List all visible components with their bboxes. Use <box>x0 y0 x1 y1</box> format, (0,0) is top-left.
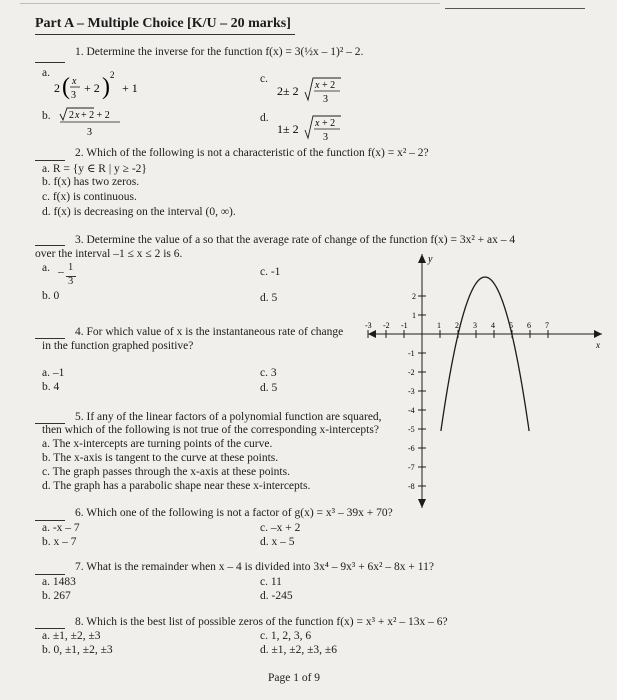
top-edge-line <box>20 3 440 4</box>
x-tick-label: -1 <box>401 321 408 330</box>
q3-answer-blank[interactable] <box>35 245 65 246</box>
svg-text:2: 2 <box>54 81 60 95</box>
svg-text:1± 2: 1± 2 <box>277 122 299 136</box>
q3-option-a-numerator: 1 <box>68 262 74 273</box>
q5-option-d: d. The graph has a parabolic shape near these x-intercepts. <box>42 480 311 492</box>
q8-option-c: c. 1, 2, 3, 6 <box>260 630 312 642</box>
q8-option-b: b. 0, ±1, ±2, ±3 <box>42 644 113 656</box>
q5-option-b: b. The x-axis is tangent to the curve at these points. <box>42 452 279 464</box>
q1-option-c-math <box>275 74 355 115</box>
q5-option-c: c. The graph passes through the x-axis at these points. <box>42 466 290 478</box>
svg-text:3: 3 <box>323 132 328 143</box>
svg-text:3: 3 <box>87 127 92 138</box>
svg-text:x: x <box>75 110 80 121</box>
q6-option-c: c. –x + 2 <box>260 522 301 534</box>
q3-option-b: b. 0 <box>42 290 60 302</box>
y-tick-label: -6 <box>408 444 415 453</box>
q5-stem-line2: then which of the following is not true of the corresponding x-intercepts? <box>42 424 379 436</box>
q7-option-c: c. 11 <box>260 576 282 588</box>
q1-answer-blank[interactable] <box>35 62 65 63</box>
x-tick-label: 3 <box>473 321 477 330</box>
q7-option-a: a. 1483 <box>42 576 76 588</box>
q2-option-d: d. f(x) is decreasing on the interval (0, ∞). <box>42 206 236 218</box>
x-axis-arrow-left <box>368 330 376 338</box>
title-underline <box>35 34 295 35</box>
y-axis-arrow-down <box>418 499 426 508</box>
parabola-graph <box>330 250 610 512</box>
page-number: Page 1 of 9 <box>268 672 321 684</box>
svg-text:2: 2 <box>110 70 115 80</box>
q3-option-c: c. -1 <box>260 266 281 278</box>
y-tick-label: -8 <box>408 482 415 491</box>
q1-option-c-label: c. <box>260 73 268 85</box>
q6-option-b: b. x – 7 <box>42 536 77 548</box>
q7-option-b: b. 267 <box>42 590 71 602</box>
q4-option-b: b. 4 <box>42 381 60 393</box>
q5-stem: 5. If any of the linear factors of a polynomial function are squared, <box>75 411 382 423</box>
q4-option-d: d. 5 <box>260 382 278 394</box>
x-tick-label: 6 <box>527 321 531 330</box>
svg-text:+ 1: + 1 <box>122 81 138 95</box>
svg-text:+ 2 + 2: + 2 + 2 <box>81 110 110 121</box>
svg-text:+ 2: + 2 <box>84 81 100 95</box>
y-tick-label: 1 <box>412 311 416 320</box>
q4-stem: 4. For which value of x is the instantaneous rate of change <box>75 326 344 338</box>
q7-answer-blank[interactable] <box>35 574 65 575</box>
x-tick-label: 5 <box>509 321 513 330</box>
section-title: Part A – Multiple Choice [K/U – 20 marks] <box>35 16 291 31</box>
q4-option-a: a. –1 <box>42 367 65 379</box>
q8-stem: 8. Which is the best list of possible zeros of the function f(x) = x³ + x² – 13x – 6? <box>75 616 448 628</box>
q1-option-b-math <box>58 106 138 145</box>
y-tick-label: -7 <box>408 463 415 472</box>
q3-option-d: d. 5 <box>260 292 278 304</box>
q1-option-d-label: d. <box>260 112 269 124</box>
y-axis-label: y <box>428 254 433 265</box>
q4-option-c: c. 3 <box>260 367 277 379</box>
q3-option-a-denominator: 3 <box>68 276 74 287</box>
q8-option-d: d. ±1, ±2, ±3, ±6 <box>260 644 337 656</box>
q7-option-d: d. -245 <box>260 590 293 602</box>
q3-option-a-label: a. <box>42 262 50 274</box>
x-tick-label: 7 <box>545 321 549 330</box>
q8-option-a: a. ±1, ±2, ±3 <box>42 630 101 642</box>
q1-option-b-label: b. <box>42 110 51 122</box>
q6-answer-blank[interactable] <box>35 520 65 521</box>
top-right-rule <box>445 8 585 9</box>
q2-option-c: c. f(x) is continuous. <box>42 191 137 203</box>
q5-option-a: a. The x-intercepts are turning points of the curve. <box>42 438 273 450</box>
svg-text:+ 2: + 2 <box>322 118 336 129</box>
x-tick-label: -2 <box>383 321 390 330</box>
y-axis-arrow-up <box>418 254 426 263</box>
q4-answer-blank[interactable] <box>35 338 65 339</box>
x-tick-label: -3 <box>365 321 372 330</box>
svg-text:3: 3 <box>323 94 328 105</box>
q6-option-d: d. x – 5 <box>260 536 295 548</box>
q3-stem-line2: over the interval –1 ≤ x ≤ 2 is 6. <box>35 248 183 260</box>
q7-stem: 7. What is the remainder when x – 4 is divided into 3x⁴ – 9x³ + 6x² – 8x + 11? <box>75 561 434 573</box>
y-tick-label: -4 <box>408 406 415 415</box>
q1-stem: 1. Determine the inverse for the function f(x) = 3(½x – 1)² – 2. <box>75 46 364 58</box>
y-tick-label: -2 <box>408 368 415 377</box>
x-tick-label: 1 <box>437 321 441 330</box>
svg-text:2± 2: 2± 2 <box>277 84 299 98</box>
y-tick-label: 2 <box>412 292 416 301</box>
q1-option-a-label: a. <box>42 67 50 79</box>
y-tick-label: -3 <box>408 387 415 396</box>
svg-text:x: x <box>315 118 320 129</box>
x-tick-label: 2 <box>455 321 459 330</box>
q1-option-a-expression <box>52 70 162 108</box>
q8-answer-blank[interactable] <box>35 628 65 629</box>
q3-stem: 3. Determine the value of a so that the average rate of change of the function f(x) = 3x² + ax – 4 <box>75 234 516 246</box>
svg-text:): ) <box>102 74 110 100</box>
q6-option-a: a. -x – 7 <box>42 522 80 534</box>
q2-option-b: b. f(x) has two zeros. <box>42 176 140 188</box>
svg-text:x: x <box>315 80 320 91</box>
x-tick-label: 4 <box>491 321 495 330</box>
q4-stem-line2: in the function graphed positive? <box>42 340 194 352</box>
y-tick-label: -1 <box>408 349 415 358</box>
svg-text:2: 2 <box>69 110 74 121</box>
q3-option-a-sign: – <box>58 266 64 278</box>
q1-option-d-expression <box>275 112 355 148</box>
x-axis-label: x <box>596 340 600 350</box>
q2-stem: 2. Which of the following is not a characteristic of the function f(x) = x² – 2? <box>75 147 429 159</box>
svg-text:x: x <box>72 76 77 87</box>
parabola-curve <box>441 277 529 431</box>
q6-stem: 6. Which one of the following is not a factor of g(x) = x³ – 39x + 70? <box>75 507 393 519</box>
svg-text:(: ( <box>62 74 70 100</box>
svg-text:+ 2: + 2 <box>322 80 336 91</box>
q2-option-a: a. R = {y ∈ R | y ≥ -2} <box>42 163 147 175</box>
y-tick-label: -5 <box>408 425 415 434</box>
x-axis-arrow <box>594 330 602 338</box>
q1-option-c-expression <box>275 74 355 110</box>
svg-text:3: 3 <box>71 90 76 101</box>
q1-option-b-expression <box>58 106 138 140</box>
